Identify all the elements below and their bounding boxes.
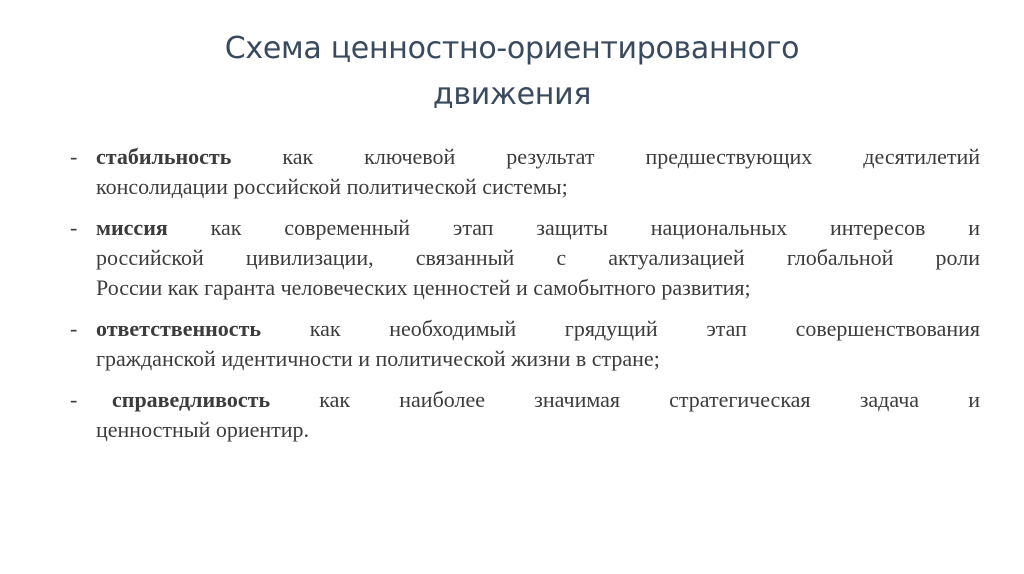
list-dash: - [70, 215, 78, 240]
list-item-text: как наиболее значимая стратегическая задача и [319, 387, 981, 412]
slide-title [0, 26, 1024, 118]
slide-title-line-2: движения [432, 77, 592, 112]
list-item-line [70, 314, 980, 344]
list-item-line: консолидации российской политической системы; [96, 174, 568, 199]
list-item-responsibility [70, 314, 980, 374]
list-item-text: как современный этап защиты национальных интересов и [210, 215, 980, 240]
list-dash: - [70, 387, 78, 412]
list-dash: - [70, 316, 78, 341]
list-item-line [70, 385, 980, 415]
list-item-text: как необходимый грядущий этап совершенствования [309, 316, 981, 341]
list-item-line: гражданской идентичности и политической жизни в стране; [96, 346, 660, 371]
value-list [70, 142, 980, 456]
list-item-keyword: миссия [96, 215, 168, 240]
list-item-justice [70, 385, 980, 445]
list-item-keyword: стабильность [96, 144, 232, 169]
list-item-line [70, 142, 980, 172]
list-item-mission [70, 213, 980, 303]
list-item-keyword: справедливость [112, 387, 271, 412]
list-item-text: как ключевой результат предшествующих десятилетий [282, 144, 980, 169]
list-item-line: российской цивилизации, связанный с актуализацией глобальной роли [96, 245, 980, 270]
list-item-line: России как гаранта человеческих ценностей и самобытного развития; [96, 275, 751, 300]
list-item-line: ценностный ориентир. [96, 417, 310, 442]
list-dash: - [70, 144, 78, 169]
slide-title-line-1: Схема ценностно-ориентированного [224, 31, 800, 66]
list-item-stability [70, 142, 980, 202]
list-item-keyword: ответственность [96, 316, 262, 341]
list-item-line [70, 213, 980, 243]
